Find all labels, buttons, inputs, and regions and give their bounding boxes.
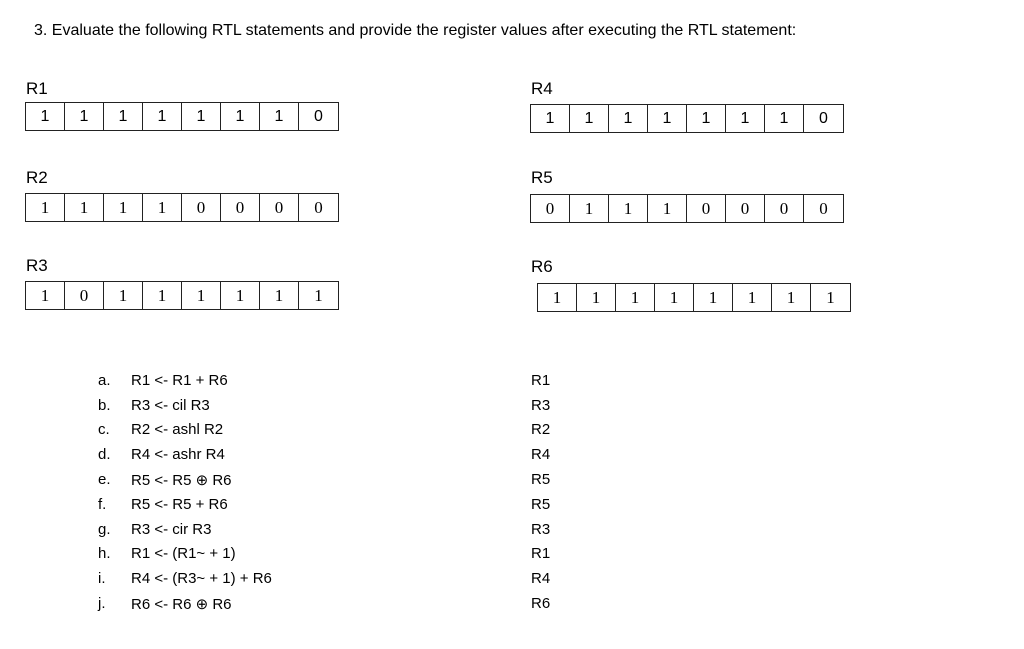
- bit-cell: 1: [65, 103, 104, 130]
- question-title: 3. Evaluate the following RTL statements and provide the register values after executing the RTL statement:: [34, 22, 797, 39]
- statement-row: [98, 368, 272, 393]
- bit-cell: 1: [182, 103, 221, 130]
- statement-row: [98, 393, 272, 418]
- register-r1: [25, 102, 339, 131]
- bit-cell: 0: [260, 194, 299, 221]
- statement-text: R1 <- (R1~ + 1): [131, 545, 236, 563]
- statement-row: [98, 542, 272, 567]
- bit-cell: 1: [221, 103, 260, 130]
- register-r2: [25, 193, 339, 222]
- statement-row: [98, 492, 272, 517]
- statement-letter: c.: [98, 421, 110, 439]
- bit-cell: 1: [694, 284, 733, 311]
- statement-letter: i.: [98, 570, 106, 588]
- register-label-r1: R1: [26, 79, 48, 98]
- statement-row: [98, 517, 272, 542]
- statement-text: R6 <- R6 ⊕ R6: [131, 595, 232, 613]
- bit-cell: 1: [26, 194, 65, 221]
- register-label-r4: R4: [531, 79, 553, 98]
- bit-cell: 1: [772, 284, 811, 311]
- statement-row: [98, 442, 272, 467]
- register-r5: [530, 194, 844, 223]
- answer-register-list: [531, 368, 550, 616]
- bit-cell: 1: [826, 287, 835, 307]
- statement-text: R2 <- ashl R2: [131, 421, 224, 439]
- bit-cell: 1: [143, 282, 182, 309]
- register-label-r5: R5: [531, 168, 553, 187]
- statement-letter: d.: [98, 446, 111, 464]
- statement-text: R3 <- cil R3: [131, 396, 210, 414]
- answer-register-label: R3: [531, 520, 551, 538]
- answer-register-label: R6: [531, 595, 551, 613]
- bit-cell: 0: [65, 282, 104, 309]
- statement-row: [98, 591, 272, 616]
- register-label-r3: R3: [26, 256, 48, 275]
- bit-cell: 1: [577, 284, 616, 311]
- bit-cell: 1: [538, 284, 577, 311]
- bit-cell: 1: [687, 105, 726, 132]
- bit-cell: 0: [221, 194, 260, 221]
- statement-letter: e.: [98, 471, 111, 489]
- statement-row: [98, 418, 272, 443]
- answer-register-label: R3: [531, 396, 551, 414]
- bit-cell: 1: [260, 282, 299, 309]
- bit-cell: 1: [726, 105, 765, 132]
- answer-register-label: R1: [531, 545, 551, 563]
- bit-cell: 1: [104, 194, 143, 221]
- register-r3: [25, 281, 339, 310]
- bit-cell: 1: [609, 195, 648, 222]
- answer-register-label: R5: [531, 495, 551, 513]
- bit-cell: 1: [221, 282, 260, 309]
- bit-cell: 1: [260, 103, 299, 130]
- bit-cell: 1: [609, 105, 648, 132]
- answer-register-label: R4: [531, 446, 551, 464]
- bit-cell: 1: [26, 282, 65, 309]
- bit-cell: 1: [531, 105, 570, 132]
- bit-cell: 0: [314, 197, 323, 217]
- bit-cell: 1: [182, 282, 221, 309]
- statement-row: [98, 566, 272, 591]
- statement-letter: g.: [98, 520, 111, 538]
- answer-register-label: R5: [531, 471, 551, 489]
- statement-letter: j.: [98, 595, 106, 613]
- bit-cell: 1: [648, 195, 687, 222]
- bit-cell: 1: [26, 103, 65, 130]
- bit-cell: 1: [733, 284, 772, 311]
- bit-cell: 0: [531, 195, 570, 222]
- bit-cell: 1: [570, 195, 609, 222]
- bit-cell: 1: [104, 282, 143, 309]
- bit-cell: 1: [648, 105, 687, 132]
- bit-cell: 1: [765, 105, 804, 132]
- bit-cell: 1: [570, 105, 609, 132]
- answer-register-label: R4: [531, 570, 551, 588]
- statement-text: R1 <- R1 + R6: [131, 371, 228, 389]
- answer-register-label: R2: [531, 421, 551, 439]
- bit-cell: 0: [314, 107, 323, 125]
- bit-cell: 1: [314, 285, 323, 305]
- statement-text: R4 <- ashr R4: [131, 446, 225, 464]
- statement-letter: h.: [98, 545, 111, 563]
- statement-letter: a.: [98, 371, 111, 389]
- bit-cell: 1: [655, 284, 694, 311]
- statement-row: [98, 467, 272, 492]
- bit-cell: 1: [65, 194, 104, 221]
- bit-cell: 1: [143, 103, 182, 130]
- bit-cell: 1: [104, 103, 143, 130]
- statement-list: [98, 368, 272, 616]
- bit-cell: 1: [616, 284, 655, 311]
- bit-cell: 0: [819, 109, 828, 127]
- register-r4: [530, 104, 844, 133]
- statement-text: R4 <- (R3~ + 1) + R6: [131, 570, 272, 588]
- register-label-r6: R6: [531, 257, 553, 276]
- bit-cell: 1: [143, 194, 182, 221]
- bit-cell: 0: [182, 194, 221, 221]
- statement-text: R5 <- R5 + R6: [131, 495, 228, 513]
- bit-cell: 0: [819, 198, 828, 218]
- bit-cell: 0: [726, 195, 765, 222]
- statement-letter: b.: [98, 396, 111, 414]
- statement-letter: f.: [98, 495, 107, 513]
- answer-register-label: R1: [531, 371, 551, 389]
- register-r6: [537, 283, 851, 312]
- statement-text: R3 <- cir R3: [131, 520, 212, 538]
- register-label-r2: R2: [26, 168, 48, 187]
- bit-cell: 0: [765, 195, 804, 222]
- bit-cell: 0: [687, 195, 726, 222]
- statement-text: R5 <- R5 ⊕ R6: [131, 471, 232, 489]
